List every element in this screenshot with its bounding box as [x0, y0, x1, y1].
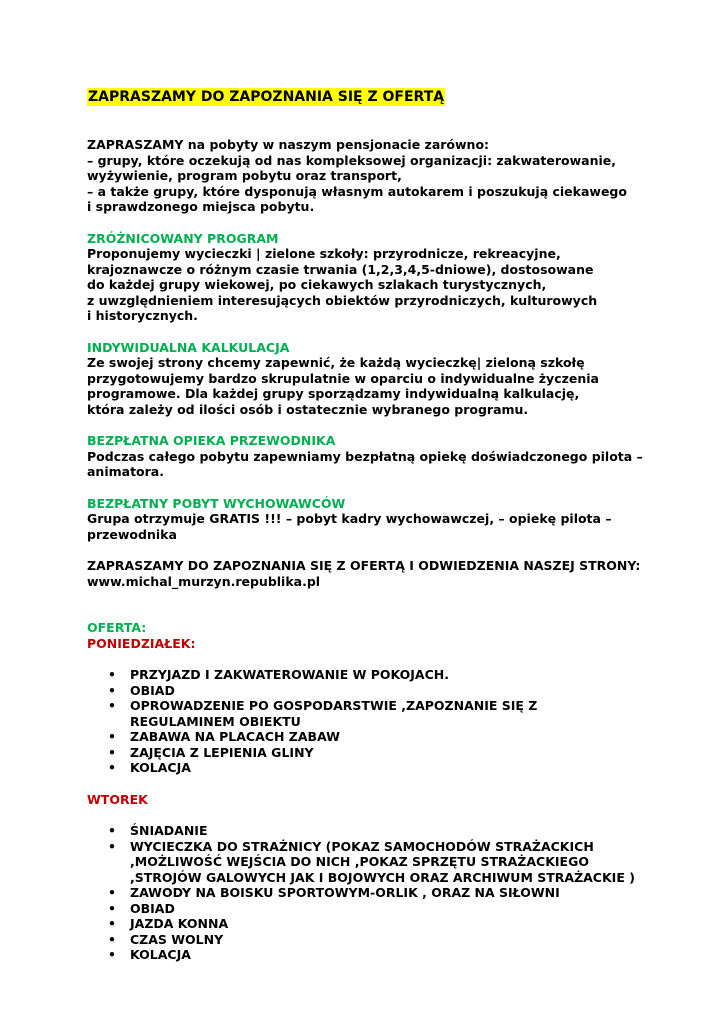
section-line: przewodnika	[87, 526, 177, 542]
offer-header	[87, 620, 687, 651]
list-item: • JAZDA KONNA	[108, 916, 229, 931]
bullet-icon: •	[108, 823, 116, 838]
intro-line: – a także grupy, które dysponują własnym autokarem i poszukują ciekawego	[87, 183, 627, 199]
section-program	[87, 231, 687, 324]
section-guide	[87, 433, 687, 480]
closing-line: ZAPRASZAMY DO ZAPOZNANIA SIĘ Z OFERTĄ I ODWIEDZENIA NASZEJ STRONY:	[87, 558, 641, 573]
bullet-icon: •	[108, 885, 116, 900]
list-item: • CZAS WOLNY	[108, 931, 224, 947]
list-item: • OPROWADZENIE PO GOSPODARSTWIE ,ZAPOZNANIE SIĘ Z REGULAMINEM OBIEKTU	[108, 698, 538, 729]
list-item: • OBIAD	[108, 682, 175, 698]
bullet-icon: •	[108, 838, 116, 854]
monday-list	[87, 667, 687, 776]
bullet-icon: •	[108, 760, 116, 775]
list-item: • OBIAD	[108, 900, 175, 916]
bullet-icon: •	[108, 682, 116, 698]
bullet-icon: •	[108, 947, 116, 962]
bullet-icon: •	[108, 900, 116, 916]
list-item: • ZAWODY NA BOISKU SPORTOWYM-ORLIK , ORAZ NA SIŁOWNI	[108, 885, 560, 900]
list-item: • ŚNIADANIE	[108, 823, 208, 838]
bullet-icon: •	[108, 667, 116, 682]
tuesday-list	[87, 823, 687, 963]
section-heading: BEZPŁATNA OPIEKA PRZEWODNIKA	[87, 433, 336, 448]
section-line: krajoznawcze o różnym czasie trwania (1,2,3,4,5-dniowe), dostosowane	[87, 261, 594, 277]
section-line: i historycznych.	[87, 308, 198, 323]
document-page	[87, 88, 687, 963]
section-calculation	[87, 340, 687, 418]
intro-paragraph	[87, 137, 687, 215]
offer-label: OFERTA:	[87, 620, 147, 635]
intro-line: ZAPRASZAMY na pobyty w naszym pensjonacie zarówno:	[87, 137, 490, 152]
section-heading: INDYWIDUALNA KALKULACJA	[87, 339, 290, 355]
section-line: Proponujemy wycieczki | zielone szkoły: przyrodnicze, rekreacyjne,	[87, 246, 561, 261]
section-line: animatora.	[87, 464, 164, 479]
list-item: • KOLACJA	[108, 947, 191, 962]
section-line: do każdej grupy wiekowej, po ciekawych szlakach turystycznych,	[87, 277, 547, 292]
intro-line: wyżywienie, program pobytu oraz transport,	[87, 168, 402, 183]
list-item: • ZAJĘCIA Z LEPIENIA GLINY	[108, 744, 314, 760]
list-item: • PRZYJAZD I ZAKWATEROWANIE W POKOJACH.	[108, 667, 449, 682]
website-link[interactable]: www.michal_murzyn.republika.pl	[87, 573, 321, 589]
bullet-icon: •	[108, 729, 116, 744]
list-item: • WYCIECZKA DO STRAŻNICY (POKAZ SAMOCHODÓW STRAŻACKICH ,MOŻLIWOŚĆ WEJŚCIA DO NICH ,POKAZ SPRZĘTU STRAŻACKIEGO ,STROJÓW GALOWYCH JAK I BOJOWYCH ORAZ ARCHIWUM STRAŻACKIE )	[108, 838, 635, 885]
section-heading: BEZPŁATNY POBYT WYCHOWAWCÓW	[87, 495, 346, 511]
list-item: • ZABAWA NA PLACACH ZABAW	[108, 729, 340, 744]
bullet-icon: •	[108, 931, 116, 947]
intro-line: – grupy, które oczekują od nas kompleksowej organizacji: zakwaterowanie,	[87, 152, 617, 168]
day-heading-tuesday: WTOREK	[87, 791, 148, 807]
section-line: Ze swojej strony chcemy zapewnić, że każdą wycieczkę| zieloną szkołę	[87, 355, 585, 370]
bullet-icon: •	[108, 698, 116, 713]
bullet-icon: •	[108, 744, 116, 760]
day-heading-monday: PONIEDZIAŁEK:	[87, 635, 196, 651]
section-heading: ZRÓŻNICOWANY PROGRAM	[87, 230, 279, 246]
section-line: z uwzględnieniem interesujących obiektów przyrodniczych, kulturowych	[87, 292, 598, 308]
bullet-icon: •	[108, 916, 116, 931]
list-item: • KOLACJA	[108, 760, 191, 775]
section-line: programowe. Dla każdej grupy sporządzamy indywidualną kalkulację,	[87, 386, 580, 401]
section-teachers	[87, 496, 687, 543]
tuesday-header	[87, 792, 687, 808]
section-line: Grupa otrzymuje GRATIS !!! – pobyt kadry wychowawczej, – opiekę pilota –	[87, 511, 612, 526]
page-title: ZAPRASZAMY DO ZAPOZNANIA SIĘ Z OFERTĄ	[88, 89, 445, 105]
section-line: która zależy od ilości osób i ostatecznie wybranego programu.	[87, 401, 529, 417]
closing-paragraph	[87, 558, 687, 589]
section-line: Podczas całego pobytu zapewniamy bezpłatną opiekę doświadczonego pilota –	[87, 448, 643, 464]
intro-line: i sprawdzonego miejsca pobytu.	[87, 199, 315, 214]
section-line: przygotowujemy bardzo skrupulatnie w oparciu o indywidualne życzenia	[87, 370, 599, 386]
